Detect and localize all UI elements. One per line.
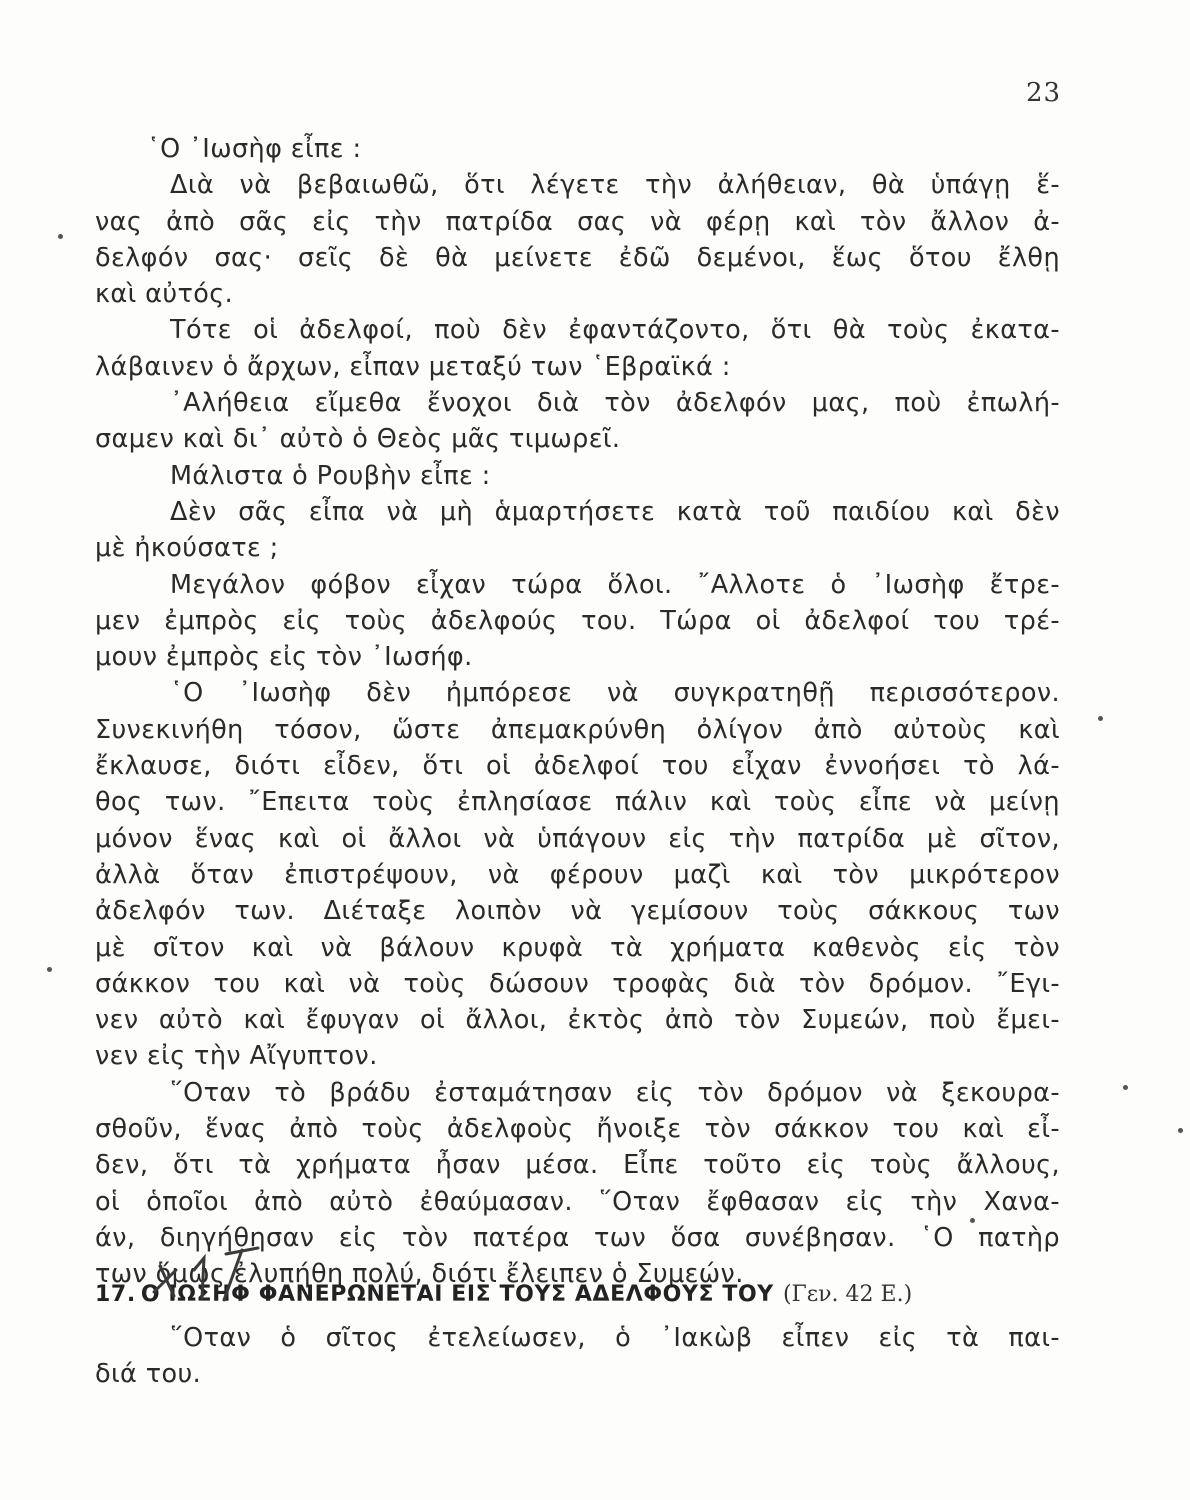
text-line: μουν ἐμπρὸς εἰς τὸν ᾿Ιωσήφ. (95, 642, 473, 673)
text-line: ῞Οταν ὁ σῖτος ἐτελείωσεν, ὁ ᾿Ιακὼβ εἶπεν εἰς τὰ παι- (170, 1323, 1060, 1353)
text-line: καὶ αὐτός. (95, 279, 234, 310)
scan-speck (1098, 716, 1103, 721)
text-line: μὲ ἠκούσατε ; (95, 533, 279, 564)
text-line: διά του. (95, 1359, 202, 1390)
text-line: ῾Ο ᾿Ιωσὴφ δὲν ἠμπόρεσε νὰ συγκρατηθῇ περισσότερον. (170, 678, 1060, 709)
text-line: θος των. ῎Επειτα τοὺς ἐπλησίασε πάλιν καὶ τοὺς εἶπε νὰ μείνῃ (95, 787, 1060, 818)
scan-speck (47, 967, 52, 972)
text-line: Τότε οἱ ἀδελφοί, ποὺ δὲν ἐφαντάζοντο, ὅτι θὰ τοὺς ἐκατα- (170, 315, 1060, 346)
text-line: μεν ἐμπρὸς εἰς τοὺς ἀδελφούς του. Τώρα οἱ ἀδελφοί του τρέ- (95, 605, 1060, 636)
text-line: ῞Οταν τὸ βράδυ ἐσταμάτησαν εἰς τὸν δρόμον νὰ ξεκουρα- (170, 1077, 1060, 1108)
scan-speck (1178, 1128, 1183, 1133)
text-line: άν, διηγήθησαν εἰς τὸν πατέρα των ὅσα συνέβησαν. ῾Ο πατὴρ (95, 1222, 1060, 1253)
text-line: Δὲν σᾶς εἶπα νὰ μὴ ἁμαρτήσετε κατὰ τοῦ παιδίου καὶ δὲν (170, 496, 1060, 527)
text-line: των ὅμως ἐλυπήθη πολύ, διότι ἔλειπεν ὁ Συμεών. (95, 1259, 744, 1290)
text-line: ῾Ο ᾿Ιωσὴφ εἶπε : (147, 134, 362, 164)
text-line: σάκκον του καὶ νὰ τοὺς δώσουν τροφὰς διὰ τὸν δρόμον. ῎Εγι- (95, 968, 1060, 999)
scan-speck (58, 234, 63, 239)
text-line: μὲ σῖτον καὶ νὰ βάλουν κρυφὰ τὰ χρήματα καθενὸς εἰς τὸν (95, 932, 1060, 963)
text-line: Διὰ νὰ βεβαιωθῶ, ὅτι λέγετε τὴν ἀλήθειαν, θὰ ὑπάγῃ ἕ- (170, 170, 1060, 201)
text-line: Συνεκινήθη τόσον, ὥστε ἀπεμακρύνθη ὀλίγον ἀπὸ αὐτοὺς καὶ (95, 714, 1060, 745)
text-line: ἀλλὰ ὅταν ἐπιστρέψουν, νὰ φέρουν μαζὶ καὶ τὸν μικρότερον (95, 859, 1060, 890)
text-line: ᾿Αλήθεια εἴμεθα ἔνοχοι διὰ τὸν ἀδελφόν μας, ποὺ ἐπωλή- (170, 388, 1060, 419)
text-line: νεν εἰς τὴν Αἴγυπτον. (95, 1041, 378, 1072)
text-line: Μεγάλον φόβον εἶχαν τώρα ὅλοι. ῎Αλλοτε ὁ ᾿Ιωσὴφ ἔτρε- (170, 569, 1060, 600)
text-line: οἱ ὁποῖοι ἀπὸ αὐτὸ ἐθαύμασαν. ῞Οταν ἔφθασαν εἰς τὴν Χανα- (95, 1186, 1060, 1217)
text-line: ἀδελφόν των. Διέταξε λοιπὸν νὰ γεμίσουν τοὺς σάκκους των (95, 896, 1060, 927)
text-line: σθοῦν, ἕνας ἀπὸ τοὺς ἀδελφοὺς ἤνοιξε τὸν σάκκον του καὶ εἶ- (95, 1114, 1060, 1145)
section-heading (95, 1276, 1060, 1314)
text-line: μόνον ἕνας καὶ οἱ ἄλλοι νὰ ὑπάγουν εἰς τὴν πατρίδα μὲ σῖτον, (95, 823, 1060, 854)
text-line: σαμεν καὶ δι᾿ αὐτὸ ὁ Θεὸς μᾶς τιμωρεῖ. (95, 424, 621, 455)
text-line: λάβαινεν ὁ ἄρχων, εἶπαν μεταξύ των ῾Εβραϊκά : (95, 351, 731, 382)
section-text (95, 1320, 1060, 1393)
text-line: δελφόν σας· σεῖς δὲ θὰ μείνετε ἐδῶ δεμένοι, ἕως ὅτου ἔλθῃ (95, 242, 1060, 273)
section-reference: (Γεν. 42 Ε.) (782, 1282, 913, 1307)
text-line: νεν αὐτὸ καὶ ἔφυγαν οἱ ἄλλοι, ἐκτὸς ἀπὸ τὸν Συμεών, ποὺ ἔμει- (95, 1005, 1060, 1036)
section-title: Ο ΙΩΣΗΦ ΦΑΝΕΡΩΝΕΤΑΙ ΕΙΣ ΤΟΥΣ ΑΔΕΛΦΟΥΣ ΤΟΥ (140, 1282, 774, 1307)
text-line: νας ἀπὸ σᾶς εἰς τὴν πατρίδα σας νὰ φέρῃ καὶ τὸν ἄλλον ἀ- (95, 206, 1060, 237)
scan-speck (1123, 1085, 1128, 1090)
page-number: 23 (1026, 78, 1062, 108)
body-text (95, 131, 1060, 1293)
scan-speck (970, 1218, 975, 1223)
section-number: 17. (95, 1282, 136, 1307)
text-line: δεν, ὅτι τὰ χρήματα ἦσαν μέσα. Εἶπε τοῦτο εἰς τοὺς ἄλλους, (95, 1150, 1060, 1181)
text-line: Μάλιστα ὁ Ρουβὴν εἶπε : (170, 460, 491, 491)
text-line: ἔκλαυσε, διότι εἶδεν, ὅτι οἱ ἀδελφοί του εἶχαν ἐννοήσει τὸ λά- (95, 751, 1060, 782)
